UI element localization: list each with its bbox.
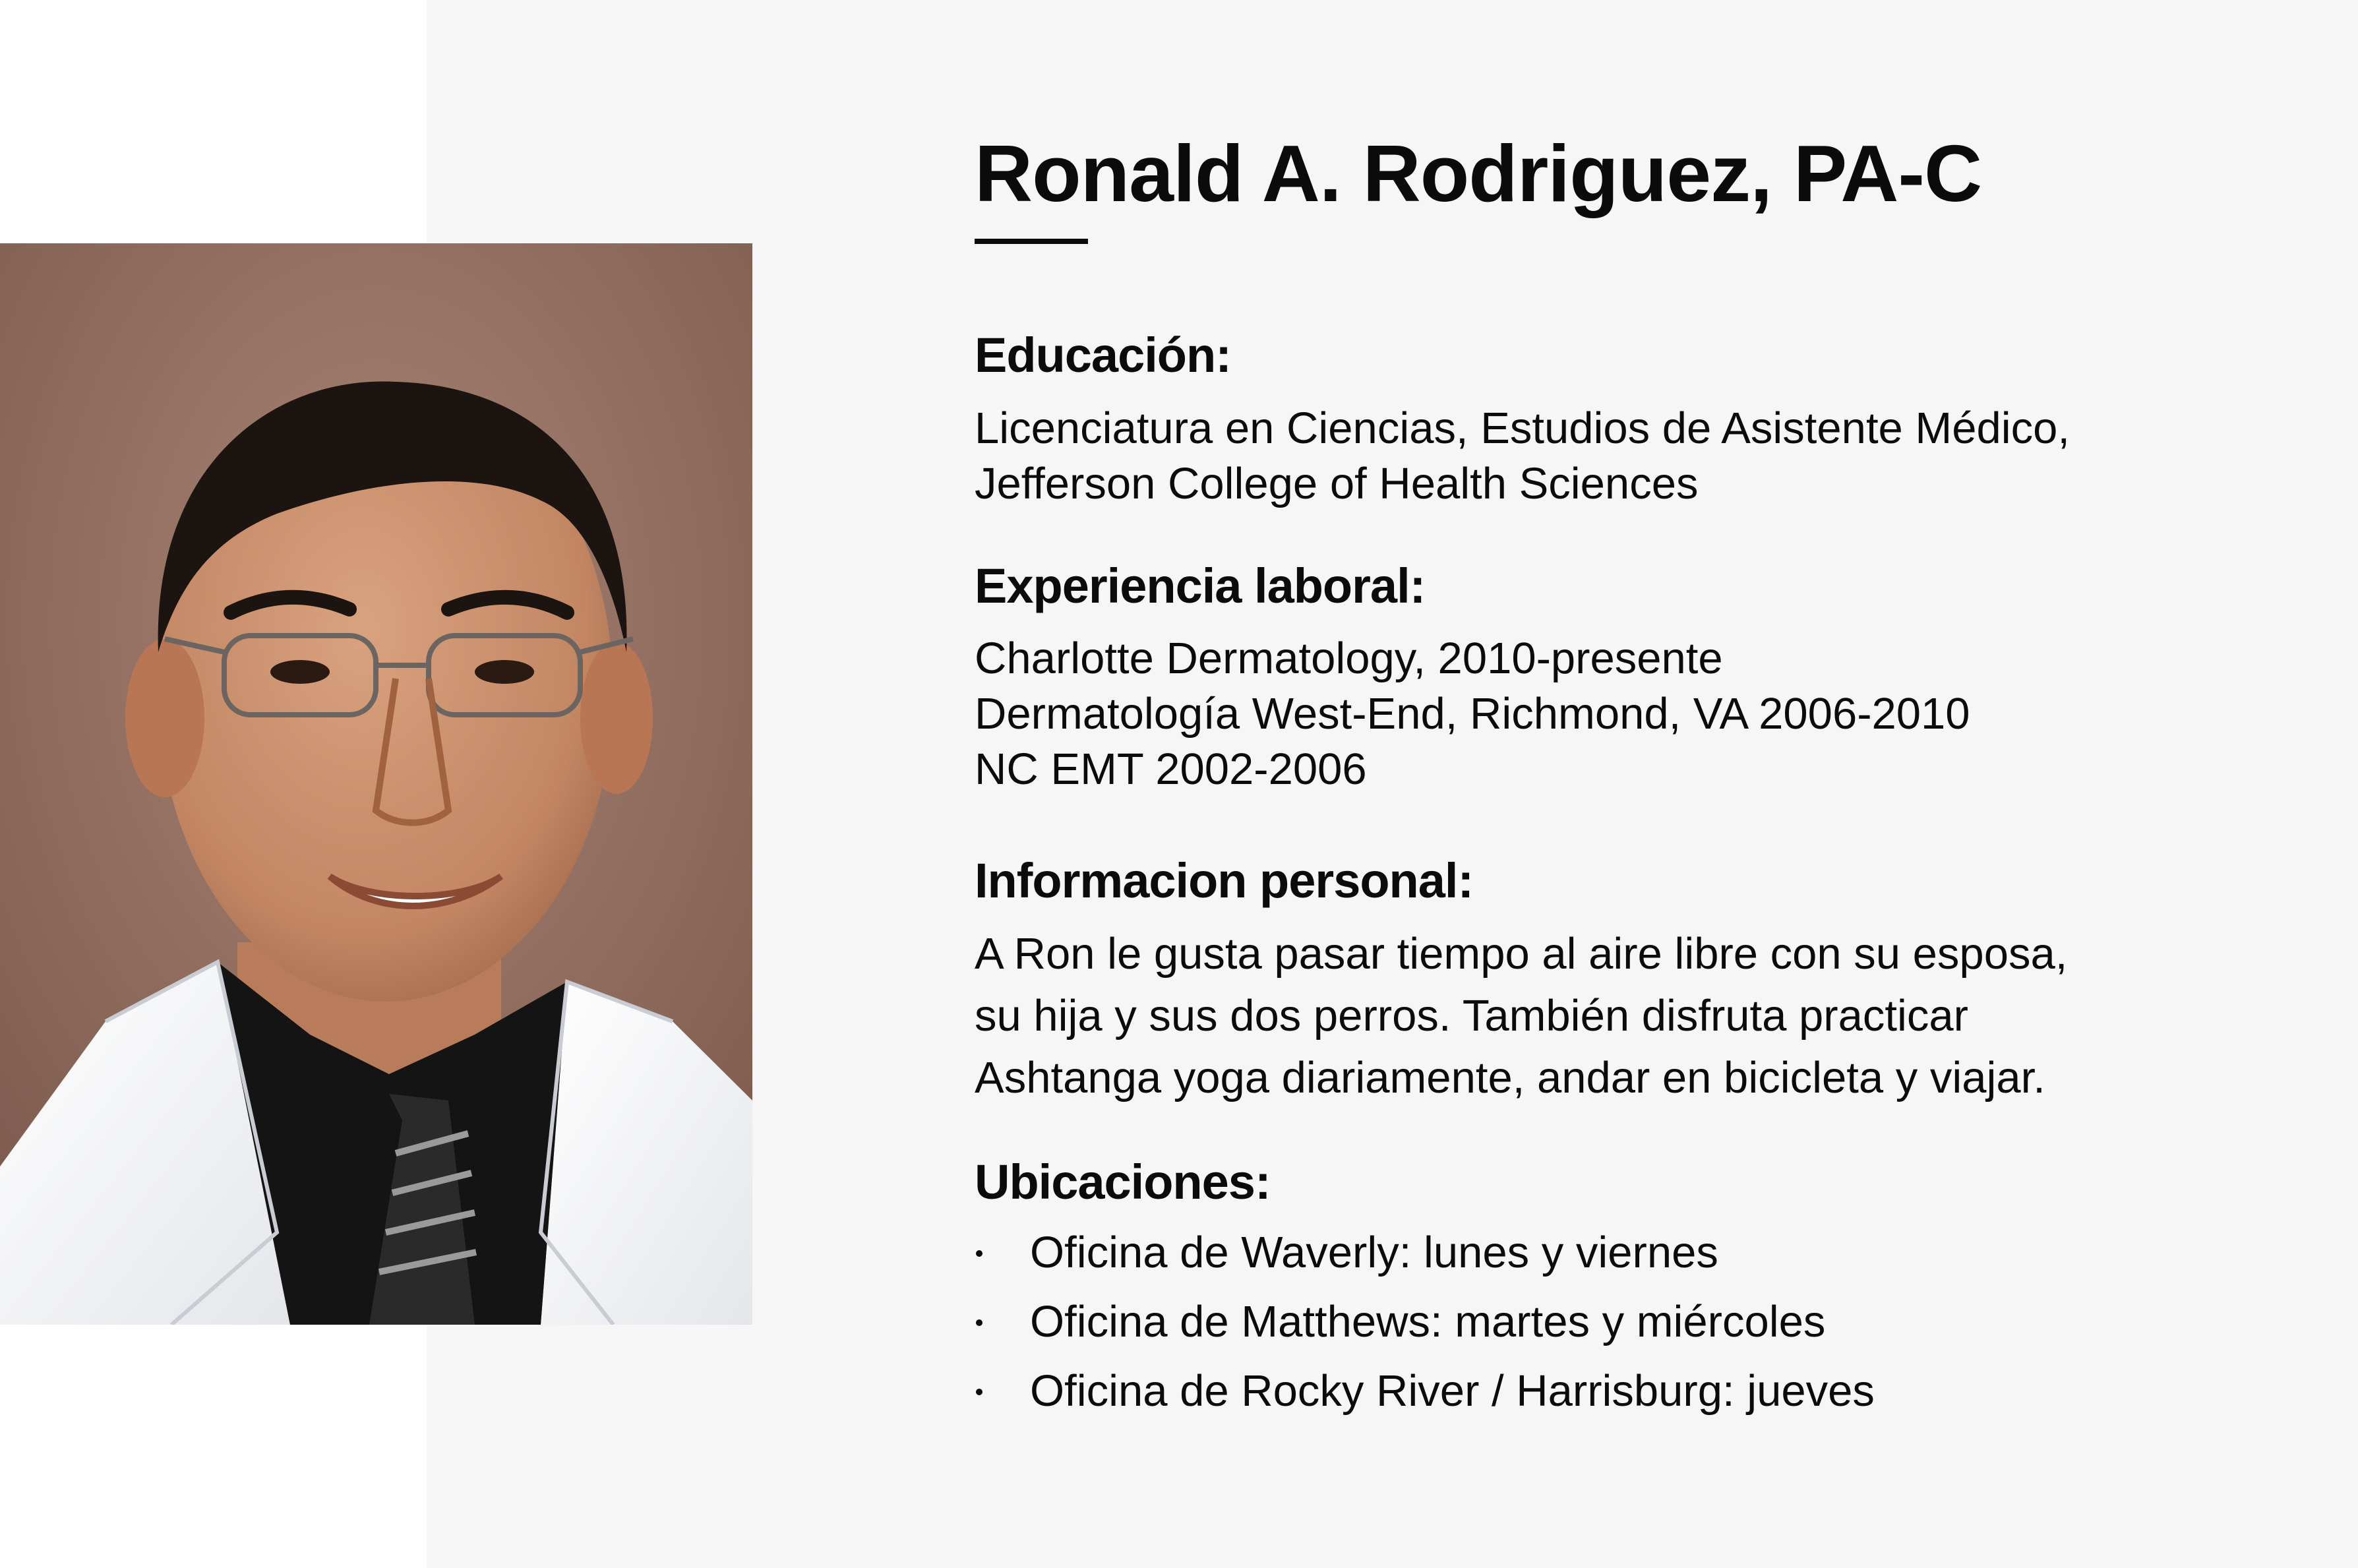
personal-info-heading: Informacion personal: bbox=[975, 853, 1474, 908]
personal-info-line: su hija y sus dos perros. También disfruta practicar bbox=[975, 991, 1968, 1040]
profile-photo bbox=[0, 243, 752, 1325]
experience-line: Charlotte Dermatology, 2010-presente bbox=[975, 634, 1723, 683]
experience-line: Dermatología West-End, Richmond, VA 2006-2010 bbox=[975, 689, 1970, 739]
experience-line: NC EMT 2002-2006 bbox=[975, 744, 1367, 794]
locations-list bbox=[975, 1225, 1875, 1433]
location-label: Oficina de Waverly: lunes y viernes bbox=[1030, 1228, 1718, 1277]
location-item bbox=[975, 1364, 1875, 1433]
location-label: Oficina de Matthews: martes y miércoles bbox=[1030, 1297, 1826, 1346]
bullet-icon bbox=[976, 1250, 982, 1257]
location-label: Oficina de Rocky River / Harrisburg: jueves bbox=[1030, 1366, 1875, 1416]
experience-text bbox=[975, 631, 1970, 797]
locations-heading: Ubicaciones: bbox=[975, 1155, 1271, 1209]
personal-info-line: Ashtanga yoga diariamente, andar en bicicleta y viajar. bbox=[975, 1053, 2045, 1102]
personal-info-text bbox=[975, 923, 2067, 1109]
bullet-icon bbox=[976, 1389, 982, 1395]
personal-info-line: A Ron le gusta pasar tiempo al aire libre con su esposa, bbox=[975, 929, 2068, 979]
title-underline bbox=[975, 239, 1088, 244]
education-text bbox=[975, 401, 2070, 512]
location-item bbox=[975, 1294, 1875, 1364]
bullet-icon bbox=[976, 1319, 982, 1326]
education-line: Jefferson College of Health Sciences bbox=[975, 459, 1699, 508]
page-title: Ronald A. Rodriguez, PA-C bbox=[975, 129, 1982, 218]
location-item bbox=[975, 1225, 1875, 1294]
education-line: Licenciatura en Ciencias, Estudios de Asistente Médico, bbox=[975, 404, 2071, 453]
education-heading: Educación: bbox=[975, 328, 1231, 382]
experience-heading: Experiencia laboral: bbox=[975, 558, 1426, 613]
